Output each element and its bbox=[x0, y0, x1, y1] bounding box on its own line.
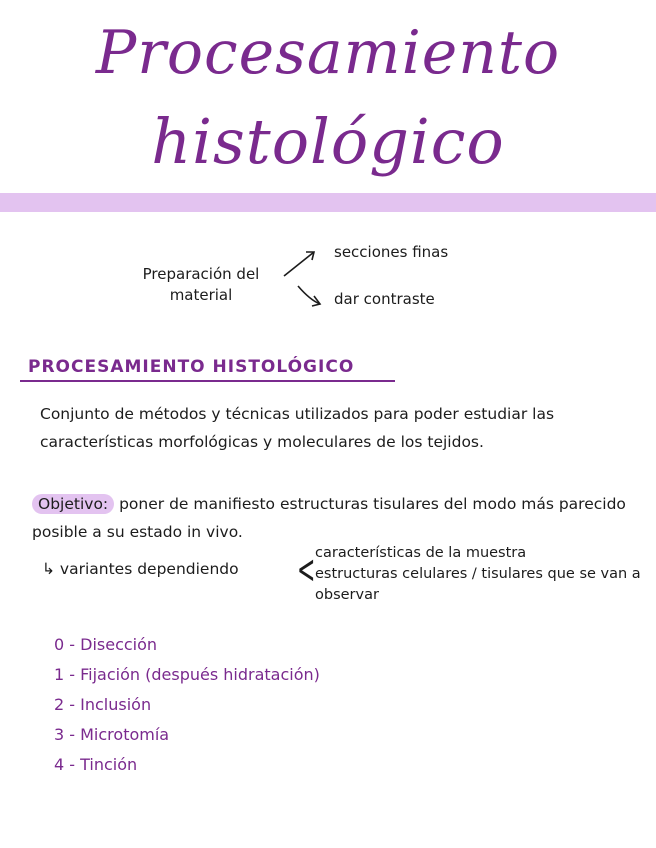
title-underline-band bbox=[0, 193, 656, 212]
step-item: 0 - Disección bbox=[54, 635, 158, 654]
title-line-1: Procesamiento bbox=[95, 18, 561, 88]
objective-label: Objetivo: bbox=[32, 494, 114, 514]
steps-list bbox=[54, 630, 320, 780]
section-heading: PROCESAMIENTO HISTOLÓGICO bbox=[28, 357, 355, 377]
branch-1: secciones finas bbox=[334, 243, 449, 261]
title-line-2: histológico bbox=[151, 105, 505, 178]
variants-label: ↳ variantes dependiendo bbox=[42, 560, 239, 578]
variants-item: estructuras celulares / tisulares que se van a observar bbox=[315, 566, 641, 603]
branch-arrows bbox=[280, 246, 330, 316]
step-item: 3 - Microtomía bbox=[54, 725, 170, 744]
variants-list bbox=[315, 543, 645, 606]
step-item: 2 - Inclusión bbox=[54, 695, 152, 714]
diagram-source-label: Preparación del material bbox=[142, 265, 260, 304]
branch-2: dar contraste bbox=[334, 290, 435, 308]
heading-underline bbox=[20, 380, 395, 382]
variants-item: características de la muestra bbox=[315, 545, 527, 561]
variants-brace-icon: < bbox=[297, 547, 316, 593]
step-item: 1 - Fijación (después hidratación) bbox=[54, 665, 320, 684]
definition-text: Conjunto de métodos y técnicas utilizados para poder estudiar las características morfológicas y moleculares de los tejidos. bbox=[40, 405, 555, 451]
objective-paragraph bbox=[32, 490, 642, 546]
step-item: 4 - Tinción bbox=[54, 755, 138, 774]
objective-text: poner de manifiesto estructuras tisulares del modo más parecido posible a su estado in vivo. bbox=[32, 495, 626, 541]
